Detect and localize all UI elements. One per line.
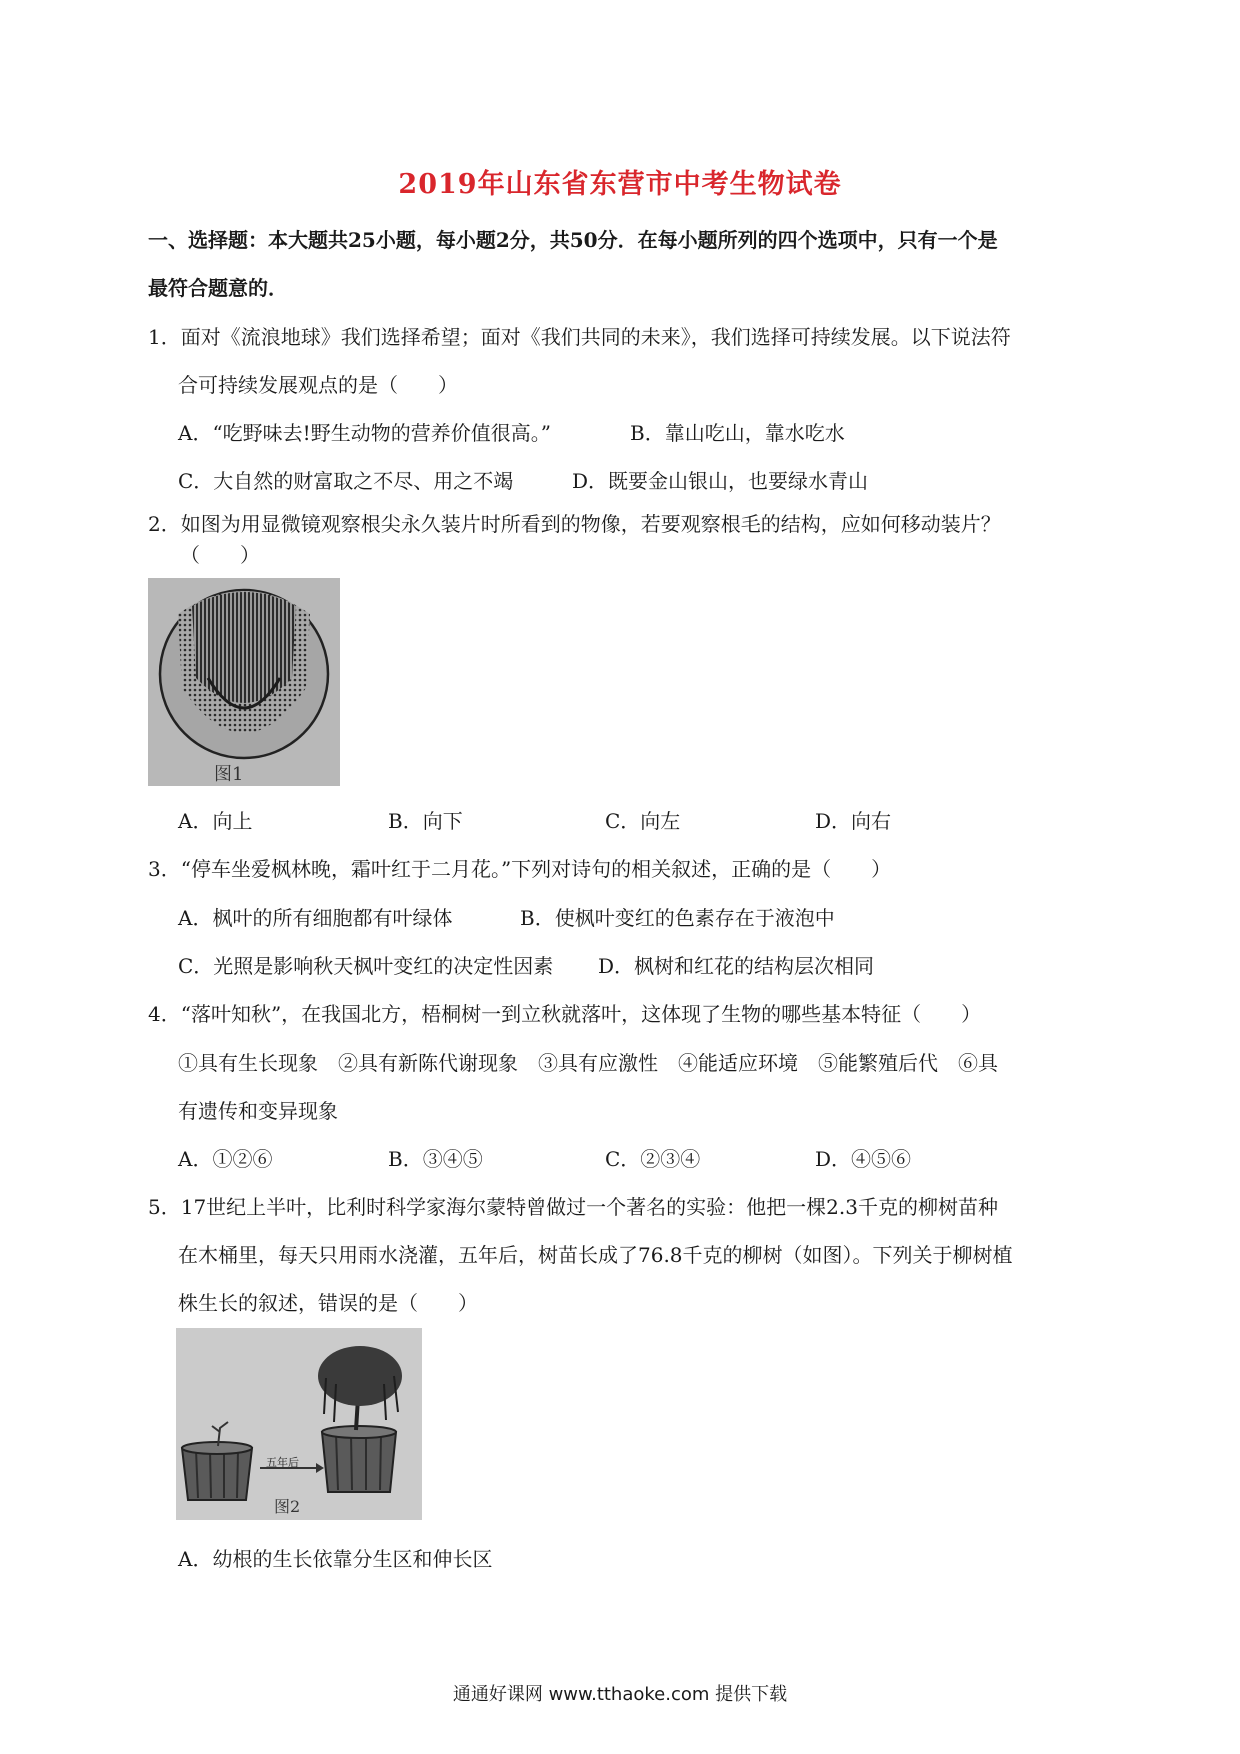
- root-tip-drawing: [148, 578, 340, 786]
- q1-stem-line2: 合可持续发展观点的是（ ）: [178, 373, 458, 397]
- q2-stem-line1: 2．如图为用显微镜观察根尖永久装片时所看到的物像，若要观察根毛的结构，应如何移动装片？: [148, 512, 1001, 536]
- q2-option-a: A．向上: [178, 809, 253, 833]
- page-footer: 通通好课网 www.tthaoke.com 提供下载: [452, 1684, 788, 1705]
- willow-bucket-drawing: [176, 1328, 422, 1520]
- figure1-label: 图1: [214, 764, 244, 785]
- section-heading-line1: 一、选择题：本大题共25小题，每小题2分，共50分．在每小题所列的四个选项中，只有一个是: [148, 228, 998, 252]
- figure2-willow-experiment: [176, 1328, 422, 1520]
- q5-stem-line3: 株生长的叙述，错误的是（ ）: [178, 1291, 478, 1315]
- q4-option-d: D．④⑤⑥: [815, 1147, 912, 1171]
- q1-option-d: D．既要金山银山，也要绿水青山: [572, 469, 869, 493]
- q5-option-a: A．幼根的生长依靠分生区和伸长区: [178, 1547, 493, 1571]
- figure1-microscope-image: [148, 578, 340, 786]
- q3-stem-line1: 3．“停车坐爱枫林晚，霜叶红于二月花。”下列对诗句的相关叙述，正确的是（ ）: [148, 857, 892, 881]
- q2-option-d: D．向右: [815, 809, 892, 833]
- figure2-arrow-label: 五年后: [266, 1456, 299, 1469]
- q5-stem-line1: 5．17世纪上半叶，比利时科学家海尔蒙特曾做过一个著名的实验：他把一棵2.3千克的柳树苗种: [148, 1195, 998, 1219]
- q1-stem-line1: 1．面对《流浪地球》我们选择希望；面对《我们共同的未来》，我们选择可持续发展。以下说法符: [148, 325, 1011, 349]
- q2-option-b: B．向下: [388, 809, 463, 833]
- q3-option-a: A．枫叶的所有细胞都有叶绿体: [178, 906, 453, 930]
- q2-stem-line2: （ ）: [180, 543, 260, 567]
- q3-option-d: D．枫树和红花的结构层次相同: [598, 954, 875, 978]
- q1-option-c: C．大自然的财富取之不尽、用之不竭: [178, 469, 514, 493]
- q1-option-b: B．靠山吃山，靠水吃水: [630, 421, 845, 445]
- q4-stem-line2: ①具有生长现象 ②具有新陈代谢现象 ③具有应激性 ④能适应环境 ⑤能繁殖后代 ⑥具: [178, 1051, 998, 1075]
- q4-option-a: A．①②⑥: [178, 1147, 273, 1171]
- q4-stem-line1: 4．“落叶知秋”，在我国北方，梧桐树一到立秋就落叶，这体现了生物的哪些基本特征（ ）: [148, 1002, 982, 1026]
- q5-stem-line2: 在木桶里，每天只用雨水浇灌，五年后，树苗长成了76.8千克的柳树（如图）。下列关于柳树植: [178, 1243, 1013, 1267]
- q4-option-b: B．③④⑤: [388, 1147, 483, 1171]
- q1-option-a: A．“吃野味去!野生动物的营养价值很高。”: [178, 421, 551, 445]
- q2-option-c: C．向左: [605, 809, 681, 833]
- q4-option-c: C．②③④: [605, 1147, 701, 1171]
- q3-option-b: B．使枫叶变红的色素存在于液泡中: [520, 906, 835, 930]
- exam-title: 2019年山东省东营市中考生物试卷: [398, 169, 842, 200]
- figure2-label: 图2: [274, 1497, 301, 1516]
- section-heading-line2: 最符合题意的．: [148, 276, 288, 300]
- q4-stem-line3: 有遗传和变异现象: [178, 1099, 338, 1123]
- q3-option-c: C．光照是影响秋天枫叶变红的决定性因素: [178, 954, 554, 978]
